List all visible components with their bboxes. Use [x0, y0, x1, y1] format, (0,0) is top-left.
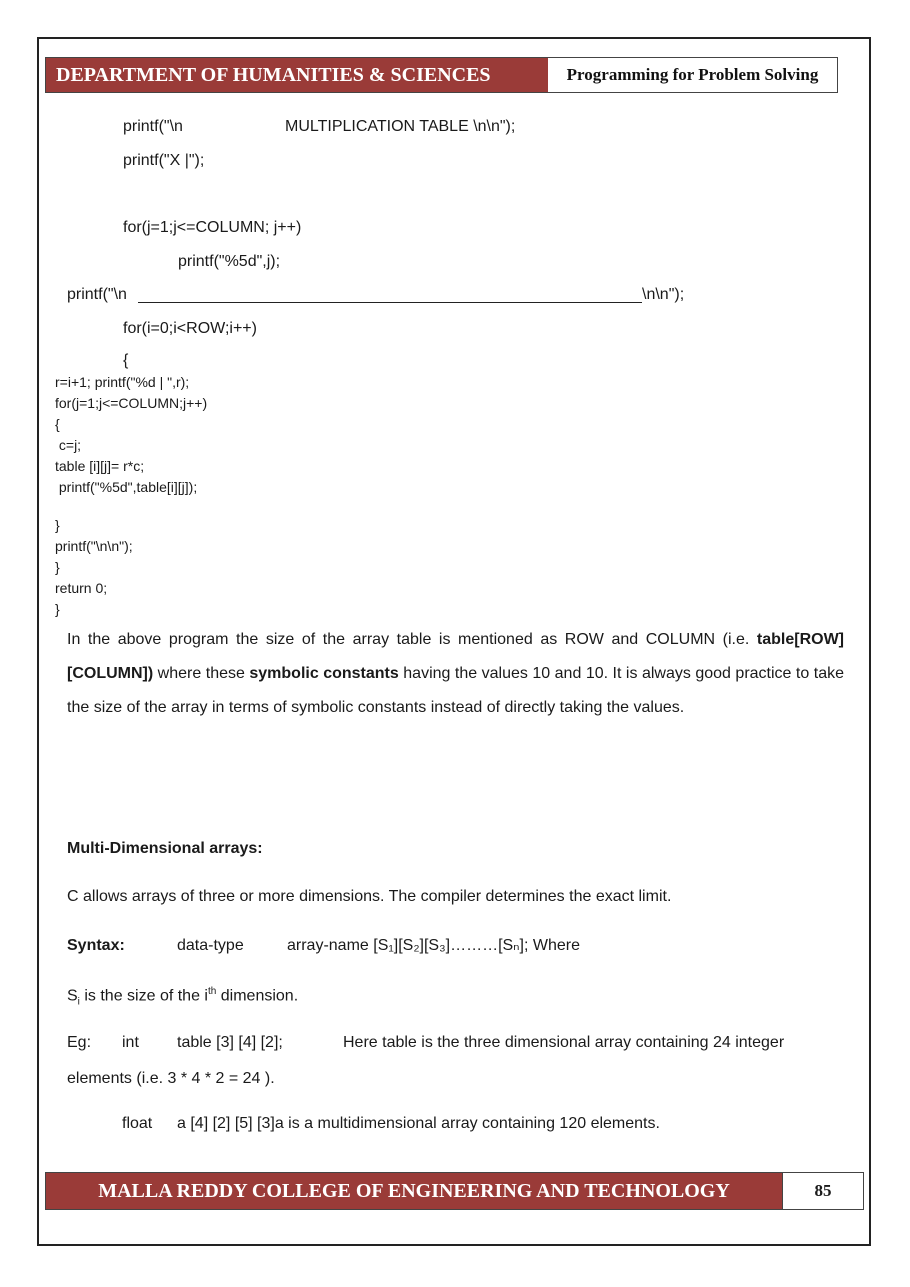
code-line: } — [55, 517, 60, 533]
float-description: a [4] [2] [5] [3]a is a multidimensional array containing 120 elements. — [177, 1115, 660, 1132]
page-footer — [45, 1172, 864, 1210]
code-line: printf("\n\n"); — [55, 538, 133, 554]
intro-text: C allows arrays of three or more dimensions. The compiler determines the exact limit. — [67, 888, 672, 905]
syntax-type: data-type — [177, 937, 244, 954]
page-number: 85 — [782, 1173, 863, 1209]
code-line: { — [123, 352, 129, 369]
underline-rule — [138, 302, 642, 303]
si-definition: $S_i$ is the size of the $i^{th}$ dimension. — [67, 986, 299, 1008]
code-line: { — [55, 416, 60, 432]
code-line: for(j=1;j<=COLUMN; j++) — [123, 219, 302, 236]
example-description: Here table is the three dimensional array containing 24 integer — [343, 1034, 785, 1051]
code-line: printf("\n — [67, 286, 127, 303]
code-line: printf("%5d",table[i][j]); — [55, 479, 198, 495]
code-line: for(j=1;j<=COLUMN;j++) — [55, 395, 208, 411]
code-line: r=i+1; printf("%d | ",r); — [55, 374, 190, 390]
example-type: int — [122, 1034, 139, 1051]
code-line: c=j; — [55, 437, 82, 453]
code-line: for(i=0;i<ROW;i++) — [123, 320, 257, 337]
course-title: Programming for Problem Solving — [566, 65, 819, 84]
code-line: table [i][j]= r*c; — [55, 458, 145, 474]
explanation-paragraph: In the above program the size of the array table is mentioned as ROW and COLUMN (i.e. table[ROW] [COLUMN]) where these symbolic constants having the values 10 and 10. It is always good practice to take the size of the array in terms of symbolic constants instead of directly taking the values. — [67, 631, 845, 716]
department-title: DEPARTMENT OF HUMANITIES & SCIENCES — [46, 58, 548, 92]
college-name: MALLA REDDY COLLEGE OF ENGINEERING AND TECHNOLOGY — [46, 1173, 782, 1209]
code-line: MULTIPLICATION TABLE \n\n"); — [285, 118, 516, 135]
code-line: printf("\n — [123, 118, 183, 135]
example-declaration: table [3] [4] [2]; — [177, 1034, 283, 1051]
code-line: printf("%5d",j); — [178, 253, 281, 270]
code-line: return 0; — [55, 580, 108, 596]
syntax-form: array-name [S₁][S₂][S₃]………[Sₙ]; Where — [287, 937, 581, 954]
section-heading: Multi-Dimensional arrays: — [67, 840, 263, 857]
code-line: printf("X |"); — [123, 152, 205, 169]
syntax-label: Syntax: — [67, 937, 125, 954]
code-line: } — [55, 559, 60, 575]
example-continuation: elements (i.e. 3 * 4 * 2 = 24 ). — [67, 1070, 275, 1087]
code-line: \n\n"); — [642, 286, 685, 303]
float-type: float — [122, 1115, 153, 1132]
example-label: Eg: — [67, 1034, 92, 1051]
code-line: } — [55, 601, 60, 617]
page-header — [45, 57, 838, 93]
